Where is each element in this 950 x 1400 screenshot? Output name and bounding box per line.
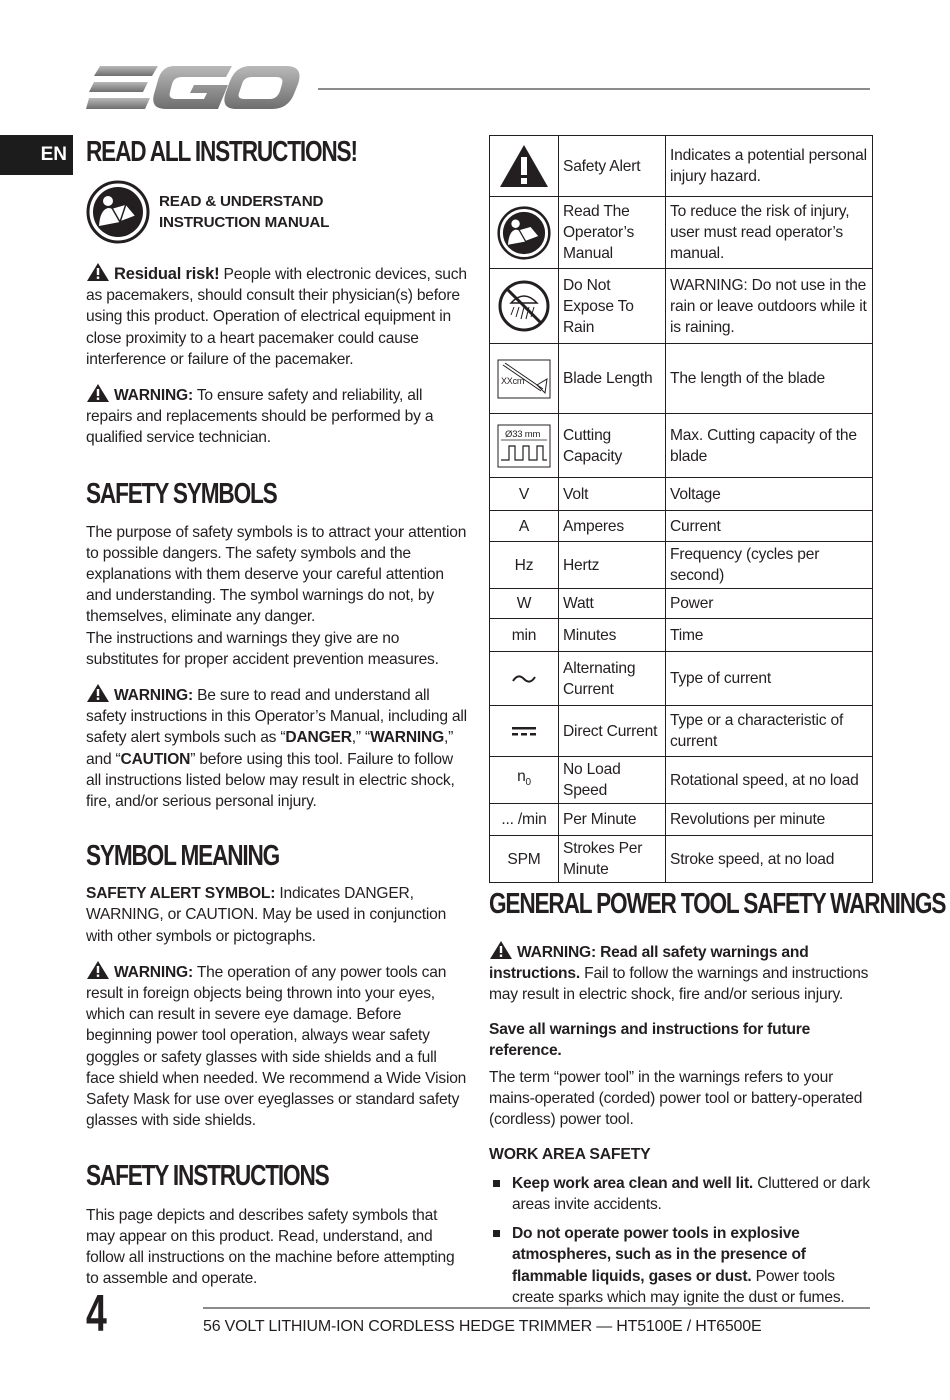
symbol-text: Hz bbox=[490, 542, 559, 589]
table-row bbox=[490, 344, 873, 414]
symbol-name: Alternating Current bbox=[559, 652, 666, 706]
warning-text: ,” “ bbox=[351, 729, 371, 747]
list-item bbox=[489, 1173, 871, 1215]
warning-repairs-paragraph bbox=[86, 383, 468, 449]
symbol-name: Cutting Capacity bbox=[559, 414, 666, 478]
warning-text: The operation of any power tools can result in foreign objects being thrown into your eyes, which can result in severe eye damage. Before beginning power tool operation, always wear safety goggles or safety glasses with side shields and a full face shield when needed. We recommend a Wide Vision Safety Mask for use over eyeglasses or standard safety glasses with side shields. bbox=[86, 963, 467, 1130]
read-manual-notice bbox=[86, 180, 468, 244]
symbol-text: W bbox=[490, 589, 559, 619]
symbol-text: SPM bbox=[490, 836, 559, 883]
table-row bbox=[490, 652, 873, 706]
table-row bbox=[490, 197, 873, 269]
bullet-bold-text: Do not operate power tools in explosive atmospheres, such as in the presence of flammable liquids, gases or dust. bbox=[512, 1225, 806, 1285]
symbol-name: Strokes Per Minute bbox=[559, 836, 666, 883]
symbol-meaning: Type or a characteristic of current bbox=[666, 706, 873, 757]
warning-triangle-icon bbox=[86, 262, 110, 282]
caution-term: CAUTION bbox=[120, 750, 191, 768]
warning-triangle-icon bbox=[86, 383, 110, 403]
symbol-name: No Load Speed bbox=[559, 757, 666, 804]
symbol-meaning: To reduce the risk of injury, user must read operator’s manual. bbox=[666, 197, 873, 269]
symbol-meaning: Rotational speed, at no load bbox=[666, 757, 873, 804]
cutting-capacity-text: Ø33 mm bbox=[505, 428, 541, 440]
symbol-text: min bbox=[490, 619, 559, 652]
table-row bbox=[490, 706, 873, 757]
symbol-meaning: Voltage bbox=[666, 478, 873, 511]
page-number: 4 bbox=[86, 1285, 106, 1343]
safety-alert-symbol-text: Indicates DANGER, WARNING, or CAUTION. May be used in conjunction with other symbols or pictographs. bbox=[86, 885, 447, 945]
footer-title: 56 VOLT LITHIUM-ION CORDLESS HEDGE TRIMMER — HT5100E / HT6500E bbox=[203, 1318, 762, 1335]
warning-bold-text: Read all safety warnings and instructions. bbox=[489, 944, 809, 983]
manual-label-line2: INSTRUCTION MANUAL bbox=[159, 214, 330, 231]
residual-risk-label: Residual risk! bbox=[114, 265, 220, 283]
symbol-text: V bbox=[490, 478, 559, 511]
symbol-meaning: WARNING: Do not use in the rain or leave outdoors while it is raining. bbox=[666, 269, 873, 344]
blade-length-text: XXcm bbox=[501, 375, 525, 386]
symbol-name: Read The Operator’s Manual bbox=[559, 197, 666, 269]
symbol-meaning: Indicates a potential personal injury hazard. bbox=[666, 136, 873, 197]
symbol-cell bbox=[490, 136, 559, 197]
bullet-square-icon bbox=[493, 1230, 500, 1237]
symbol-name: Volt bbox=[559, 478, 666, 511]
residual-risk-paragraph bbox=[86, 262, 468, 370]
symbol-meaning: Stroke speed, at no load bbox=[666, 836, 873, 883]
direct-current-icon bbox=[511, 725, 537, 737]
symbol-name: Do Not Expose To Rain bbox=[559, 269, 666, 344]
left-column bbox=[86, 134, 468, 1289]
symbol-meaning: Revolutions per minute bbox=[666, 804, 873, 836]
symbol-text: n bbox=[517, 768, 526, 786]
ego-logo bbox=[86, 62, 300, 114]
warning-text: ,” and “ bbox=[86, 729, 454, 768]
warning-label: WARNING: bbox=[114, 963, 193, 981]
warning-text: Fail to follow the warnings and instructions may result in electric shock, fire and/or serious injury. bbox=[489, 965, 869, 1004]
warning-eye-protection-paragraph bbox=[86, 960, 468, 1132]
table-row bbox=[490, 619, 873, 652]
no-rain-icon bbox=[497, 279, 551, 333]
bullet-text: Power tools create sparks which may ignite the dust or fumes. bbox=[512, 1267, 845, 1306]
warning-triangle-icon bbox=[86, 960, 110, 980]
bullet-text: Cluttered or dark areas invite accidents. bbox=[512, 1174, 870, 1214]
symbol-subscript: 0 bbox=[525, 777, 531, 789]
symbol-name: Amperes bbox=[559, 511, 666, 542]
table-row bbox=[490, 269, 873, 344]
safety-symbols-table bbox=[489, 135, 873, 883]
symbol-meaning: Time bbox=[666, 619, 873, 652]
symbol-meaning: Frequency (cycles per second) bbox=[666, 542, 873, 589]
symbol-name: Blade Length bbox=[559, 344, 666, 414]
table-row bbox=[490, 836, 873, 883]
warning-label: WARNING: bbox=[114, 387, 193, 405]
symbol-cell bbox=[490, 197, 559, 269]
warning-read-understand-paragraph bbox=[86, 683, 468, 812]
table-row bbox=[490, 589, 873, 619]
warning-triangle-icon bbox=[86, 683, 110, 703]
save-instructions-text: Save all warnings and instructions for future reference. bbox=[489, 1020, 811, 1059]
manual-label-line1: READ & UNDERSTAND bbox=[159, 193, 324, 210]
language-tab: EN bbox=[0, 135, 73, 175]
table-row bbox=[490, 757, 873, 804]
symbol-cell bbox=[490, 344, 559, 414]
cutting-capacity-icon bbox=[497, 424, 551, 468]
safety-alert-symbol-paragraph bbox=[86, 883, 468, 947]
symbol-text: A bbox=[490, 511, 559, 542]
bullet-bold-text: Keep work area clean and well lit. bbox=[512, 1174, 754, 1192]
power-tool-definition: The term “power tool” in the warnings refers to your mains-operated (corded) power tool or battery-operated (cordless) power tool. bbox=[489, 1069, 863, 1129]
safety-symbols-paragraph-1: The purpose of safety symbols is to attract your attention to possible dangers. The safety symbols and the explanations with them deserve your careful attention and understanding. The symbol warnings do not, by themselves, eliminate any danger. bbox=[86, 523, 467, 626]
read-manual-icon bbox=[497, 206, 551, 260]
residual-risk-text: People with electronic devices, such as pacemakers, should consult their physician(s) before using this product. Operation of electrical equipment in close proximity to a heart pacemaker could cause interference or failure of the pacemaker. bbox=[86, 266, 467, 368]
work-area-safety-heading: WORK AREA SAFETY bbox=[489, 1145, 651, 1163]
right-column bbox=[489, 886, 946, 1308]
warning-text: Be sure to read and understand all safety instructions in this Operator’s Manual, including all safety alert symbols such as “ bbox=[86, 687, 467, 747]
symbol-meaning: Max. Cutting capacity of the blade bbox=[666, 414, 873, 478]
read-all-title: READ ALL INSTRUCTIONS! bbox=[86, 136, 357, 168]
symbol-cell bbox=[490, 414, 559, 478]
symbol-cell bbox=[490, 757, 559, 804]
warning-text: ” before using this tool. Failure to follow all instructions listed below may result in electric shock, fire, and/or serious personal injury. bbox=[86, 750, 455, 811]
safety-instructions-title: SAFETY INSTRUCTIONS bbox=[86, 1159, 329, 1192]
safety-alert-icon bbox=[498, 143, 550, 189]
table-row bbox=[490, 804, 873, 836]
blade-length-icon bbox=[497, 359, 551, 399]
table-row bbox=[490, 136, 873, 197]
symbol-text: ... /min bbox=[490, 804, 559, 836]
safety-alert-symbol-label: SAFETY ALERT SYMBOL: bbox=[86, 885, 276, 903]
warning-text: To ensure safety and reliability, all repairs and replacements should be performed by a qualified service technician. bbox=[86, 387, 434, 447]
alternating-current-icon bbox=[511, 672, 537, 686]
symbol-meaning: Power bbox=[666, 589, 873, 619]
danger-term: DANGER bbox=[285, 729, 352, 747]
table-row bbox=[490, 478, 873, 511]
warning-label: WARNING: bbox=[517, 944, 596, 961]
symbol-meaning: The length of the blade bbox=[666, 344, 873, 414]
symbol-meaning: Type of current bbox=[666, 652, 873, 706]
safety-instructions-paragraph: This page depicts and describes safety symbols that may appear on this product. Read, understand, and follow all instructions on the machine before attempting to assemble and operate. bbox=[86, 1206, 455, 1288]
table-row bbox=[490, 414, 873, 478]
general-warning-paragraph bbox=[489, 940, 871, 1006]
symbol-name: Watt bbox=[559, 589, 666, 619]
general-safety-title: GENERAL POWER TOOL SAFETY WARNINGS bbox=[489, 888, 946, 920]
read-manual-icon bbox=[86, 180, 150, 244]
symbol-meaning: Current bbox=[666, 511, 873, 542]
symbol-name: Hertz bbox=[559, 542, 666, 589]
bullet-square-icon bbox=[493, 1180, 500, 1187]
symbol-name: Minutes bbox=[559, 619, 666, 652]
symbol-name: Per Minute bbox=[559, 804, 666, 836]
symbol-name: Direct Current bbox=[559, 706, 666, 757]
warning-label: WARNING: bbox=[114, 687, 193, 705]
symbol-name: Safety Alert bbox=[559, 136, 666, 197]
symbol-meaning-title: SYMBOL MEANING bbox=[86, 840, 280, 873]
symbol-cell bbox=[490, 652, 559, 706]
symbol-cell bbox=[490, 269, 559, 344]
safety-symbols-title: SAFETY SYMBOLS bbox=[86, 477, 277, 510]
list-item bbox=[489, 1223, 871, 1308]
header-rule bbox=[318, 88, 870, 90]
warning-term: WARNING bbox=[370, 729, 445, 747]
safety-symbols-paragraph-2: The instructions and warnings they give are no substitutes for proper accident prevention measures. bbox=[86, 629, 439, 668]
footer-rule bbox=[203, 1307, 870, 1309]
table-row bbox=[490, 542, 873, 589]
warning-triangle-icon bbox=[489, 940, 513, 960]
table-row bbox=[490, 511, 873, 542]
symbol-cell bbox=[490, 706, 559, 757]
